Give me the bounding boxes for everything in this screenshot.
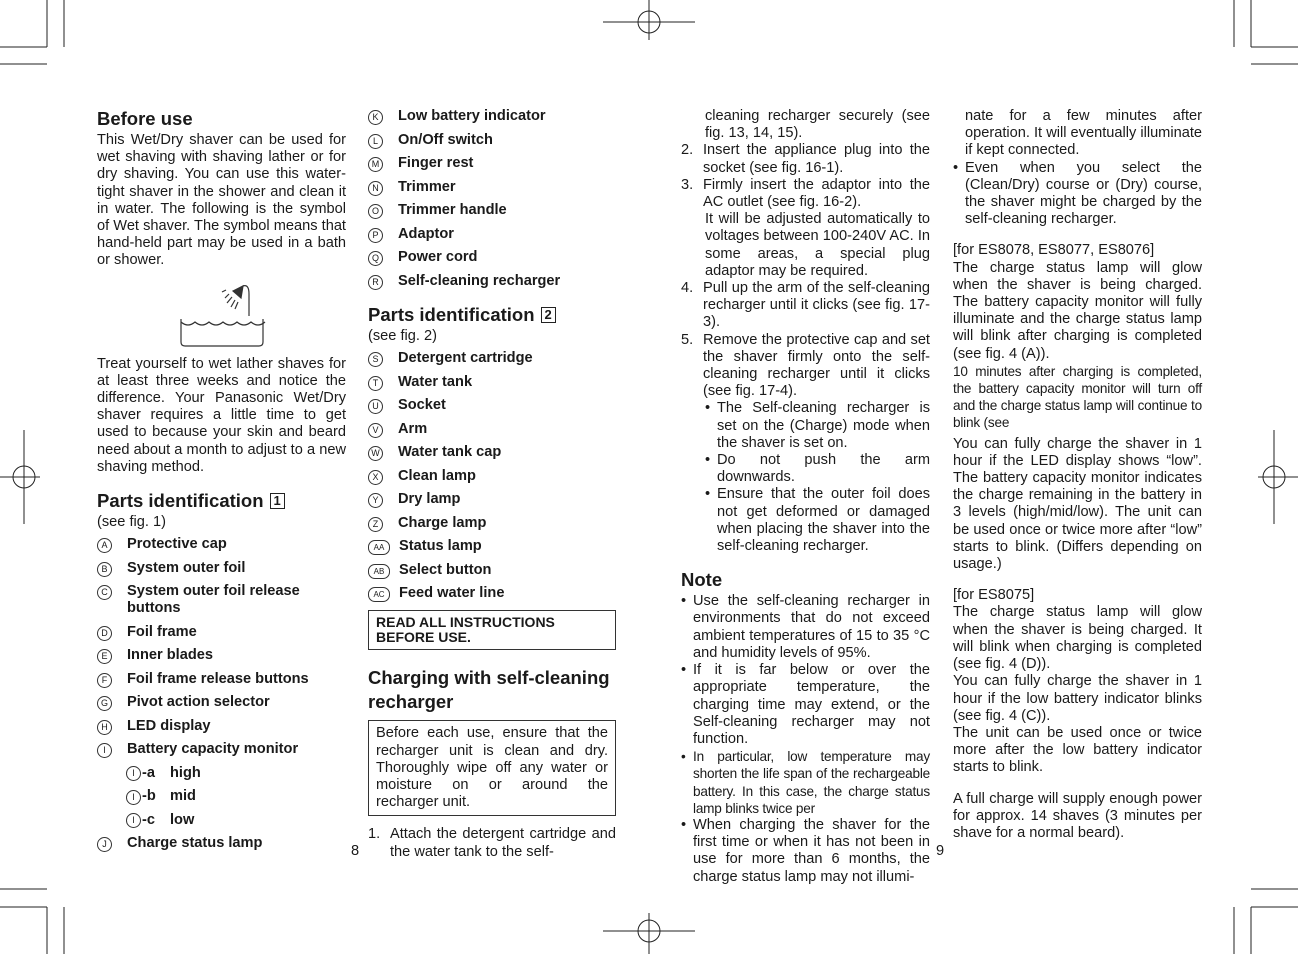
list-item: Q Power cord	[368, 249, 616, 266]
step-item: 5. Remove the protective cap and set the shaver firmly onto the self-cleaning recharger until it clicks (see fig. 17-4).	[681, 331, 930, 400]
list-item: T Water tank	[368, 374, 616, 391]
list-item: E Inner blades	[97, 647, 346, 664]
charging-paragraph: You can fully charge the shaver in 1 hour if the low battery indicator blinks (see fig. 4 (C)).	[953, 673, 1202, 724]
list-item: Y Dry lamp	[368, 491, 616, 508]
before-use-heading: Before use	[97, 108, 193, 129]
list-item: V Arm	[368, 421, 616, 438]
model-group-label: [for ES8075]	[953, 587, 1035, 604]
list-item: M Finger rest	[368, 155, 616, 172]
bullet-item: • Do not push the arm downwards.	[705, 452, 930, 486]
list-item: C System outer foil release buttons	[97, 583, 346, 617]
list-item: AA Status lamp	[368, 538, 616, 555]
note-heading: Note	[681, 569, 723, 591]
full-charge-paragraph: A full charge will supply enough power for approx. 14 shaves (3 minutes per shave for a normal beard).	[953, 790, 1202, 841]
sub-list-item: I -b mid	[126, 788, 346, 805]
list-item: W Water tank cap	[368, 444, 616, 461]
list-item: J Charge status lamp	[97, 835, 346, 852]
parts-list-2	[368, 350, 616, 602]
list-item: L On/Off switch	[368, 132, 616, 149]
voltage-note: It will be adjusted automatically to voltages between 100-240V AC. In some areas, a special plug adaptor may be required.	[705, 211, 930, 279]
column-4	[953, 108, 1202, 842]
charging-paragraph: The charge status lamp will glow when the shaver is being charged. It will blink when charging is completed (see fig. 4 (D)).	[953, 604, 1202, 673]
wet-shaver-symbol	[97, 282, 346, 352]
bullet-item: • Even when you select the (Clean/Dry) course or (Dry) course, the shaver might be charged by the self-cleaning recharger.	[953, 159, 1202, 228]
parts-identification-1-heading: Parts identification 1	[97, 490, 346, 512]
figure-number-badge: 1	[270, 493, 285, 509]
list-item: I Battery capacity monitor	[97, 741, 346, 758]
parts-list-1-continued	[368, 108, 616, 290]
shower-bath-icon	[177, 282, 267, 352]
list-item: A Protective cap	[97, 536, 346, 553]
step-item: 4. Pull up the arm of the self-cleaning recharger until it clicks (see fig. 17-3).	[681, 280, 930, 331]
step-item: 1. Attach the detergent cartridge and the water tank to the self-	[368, 826, 616, 860]
charging-heading: Charging with self-cleaning recharger	[368, 667, 610, 713]
parts-list-1	[97, 536, 346, 852]
sub-list-item: I -c low	[126, 812, 346, 829]
list-item: G Pivot action selector	[97, 694, 346, 711]
list-item: U Socket	[368, 397, 616, 414]
parts1-subtitle: (see fig. 1)	[97, 514, 166, 531]
list-item: Z Charge lamp	[368, 515, 616, 532]
list-item: S Detergent cartridge	[368, 350, 616, 367]
note-continuation: nate for a few minutes after operation. It will eventually illuminate if kept connected.	[965, 108, 1202, 159]
bullet-item: • Ensure that the outer foil does not get deformed or damaged when placing the shaver into the self-cleaning recharger.	[705, 486, 930, 555]
list-item: X Clean lamp	[368, 468, 616, 485]
warning-box: READ ALL INSTRUCTIONS BEFORE USE.	[368, 610, 616, 650]
parts2-subtitle: (see fig. 2)	[368, 328, 437, 344]
treat-text: Treat yourself to wet lather shaves for at least three weeks and notice the difference. Your Panasonic Wet/Dry shaver requires a little time to get used to because your skin and beard need about a month to adjust to a new shaving method.	[97, 355, 346, 475]
list-item: O Trimmer handle	[368, 202, 616, 219]
before-use-text: This Wet/Dry shaver can be used for wet shaving with shaving lather or for dry shaving. You can use this water-tight shaver in the shower and clean it in water. The following is the symbol of Wet shaver. The symbol means that hand-held part may be used in a bath or shower.	[97, 132, 346, 269]
bullet-item: • The Self-cleaning recharger is set on the (Charge) mode when the shaver is set on.	[705, 400, 930, 451]
model-group-label: [for ES8078, ES8077, ES8076]	[953, 242, 1155, 259]
column-3	[681, 108, 930, 886]
list-item: B System outer foil	[97, 560, 346, 577]
step-item: 2. Insert the appliance plug into the socket (see fig. 16-1).	[681, 142, 930, 176]
column-2	[368, 108, 616, 861]
parts-identification-2-heading: Parts identification 2	[368, 304, 616, 326]
list-item: R Self-cleaning recharger	[368, 273, 616, 290]
step-continuation: cleaning recharger securely (see fig. 13, 14, 15).	[705, 108, 930, 142]
list-item: H LED display	[97, 718, 346, 735]
bullet-item: • If it is far below or over the appropriate temperature, the charging time may extend, or the Self-cleaning recharger may not function.	[681, 662, 930, 747]
step-item: 3. Firmly insert the adaptor into the AC outlet (see fig. 16-2).	[681, 176, 930, 211]
list-item: F Foil frame release buttons	[97, 671, 346, 688]
sub-list-item: I -a high	[126, 765, 346, 782]
list-item: P Adaptor	[368, 226, 616, 243]
list-item: D Foil frame	[97, 624, 346, 641]
list-item: K Low battery indicator	[368, 108, 616, 125]
charging-paragraph: The charge status lamp will glow when the shaver is being charged. The battery capacity monitor will fully illuminate and the charge status lamp will blink after charging is completed (see fig. 4 (A)).	[953, 259, 1202, 362]
cleanliness-notice-box: Before each use, ensure that the recharger unit is clean and dry. Thoroughly wipe off any water or moisture on or around the recharger unit.	[368, 720, 616, 816]
column-1	[97, 108, 346, 859]
list-item: N Trimmer	[368, 179, 616, 196]
bullet-item: • Use the self-cleaning recharger in environments that do not exceed ambient temperatures of 15 to 35 °C and humidity levels of 95%.	[681, 593, 930, 661]
charging-paragraph: You can fully charge the shaver in 1 hour if the LED display shows “low”. The battery capacity monitor indicates the charge remaining in the battery in 3 levels (high/mid/low). The unit can be used once or twice more after “low” starts to blink. (Differs depending on usage.)	[953, 435, 1202, 573]
charging-paragraph: The unit can be used once or twice more after the low battery indicator starts to blink.	[953, 724, 1202, 776]
bullet-item: • In particular, low temperature may shorten the life span of the rechargeable battery. In this case, the charge status lamp blinks twice per	[681, 749, 930, 816]
list-item: AB Select button	[368, 562, 616, 579]
figure-number-badge: 2	[541, 307, 556, 323]
bullet-item: • When charging the shaver for the first time or when it has not been in use for more than 6 months, the charge status lamp may not illumi-	[681, 816, 930, 885]
charging-paragraph: 10 minutes after charging is completed, the battery capacity monitor will turn off and the charge status lamp will continue to blink (see	[953, 363, 1202, 431]
page-number-left: 8	[351, 843, 360, 859]
list-item: AC Feed water line	[368, 585, 616, 602]
page-number-right: 9	[936, 843, 945, 859]
